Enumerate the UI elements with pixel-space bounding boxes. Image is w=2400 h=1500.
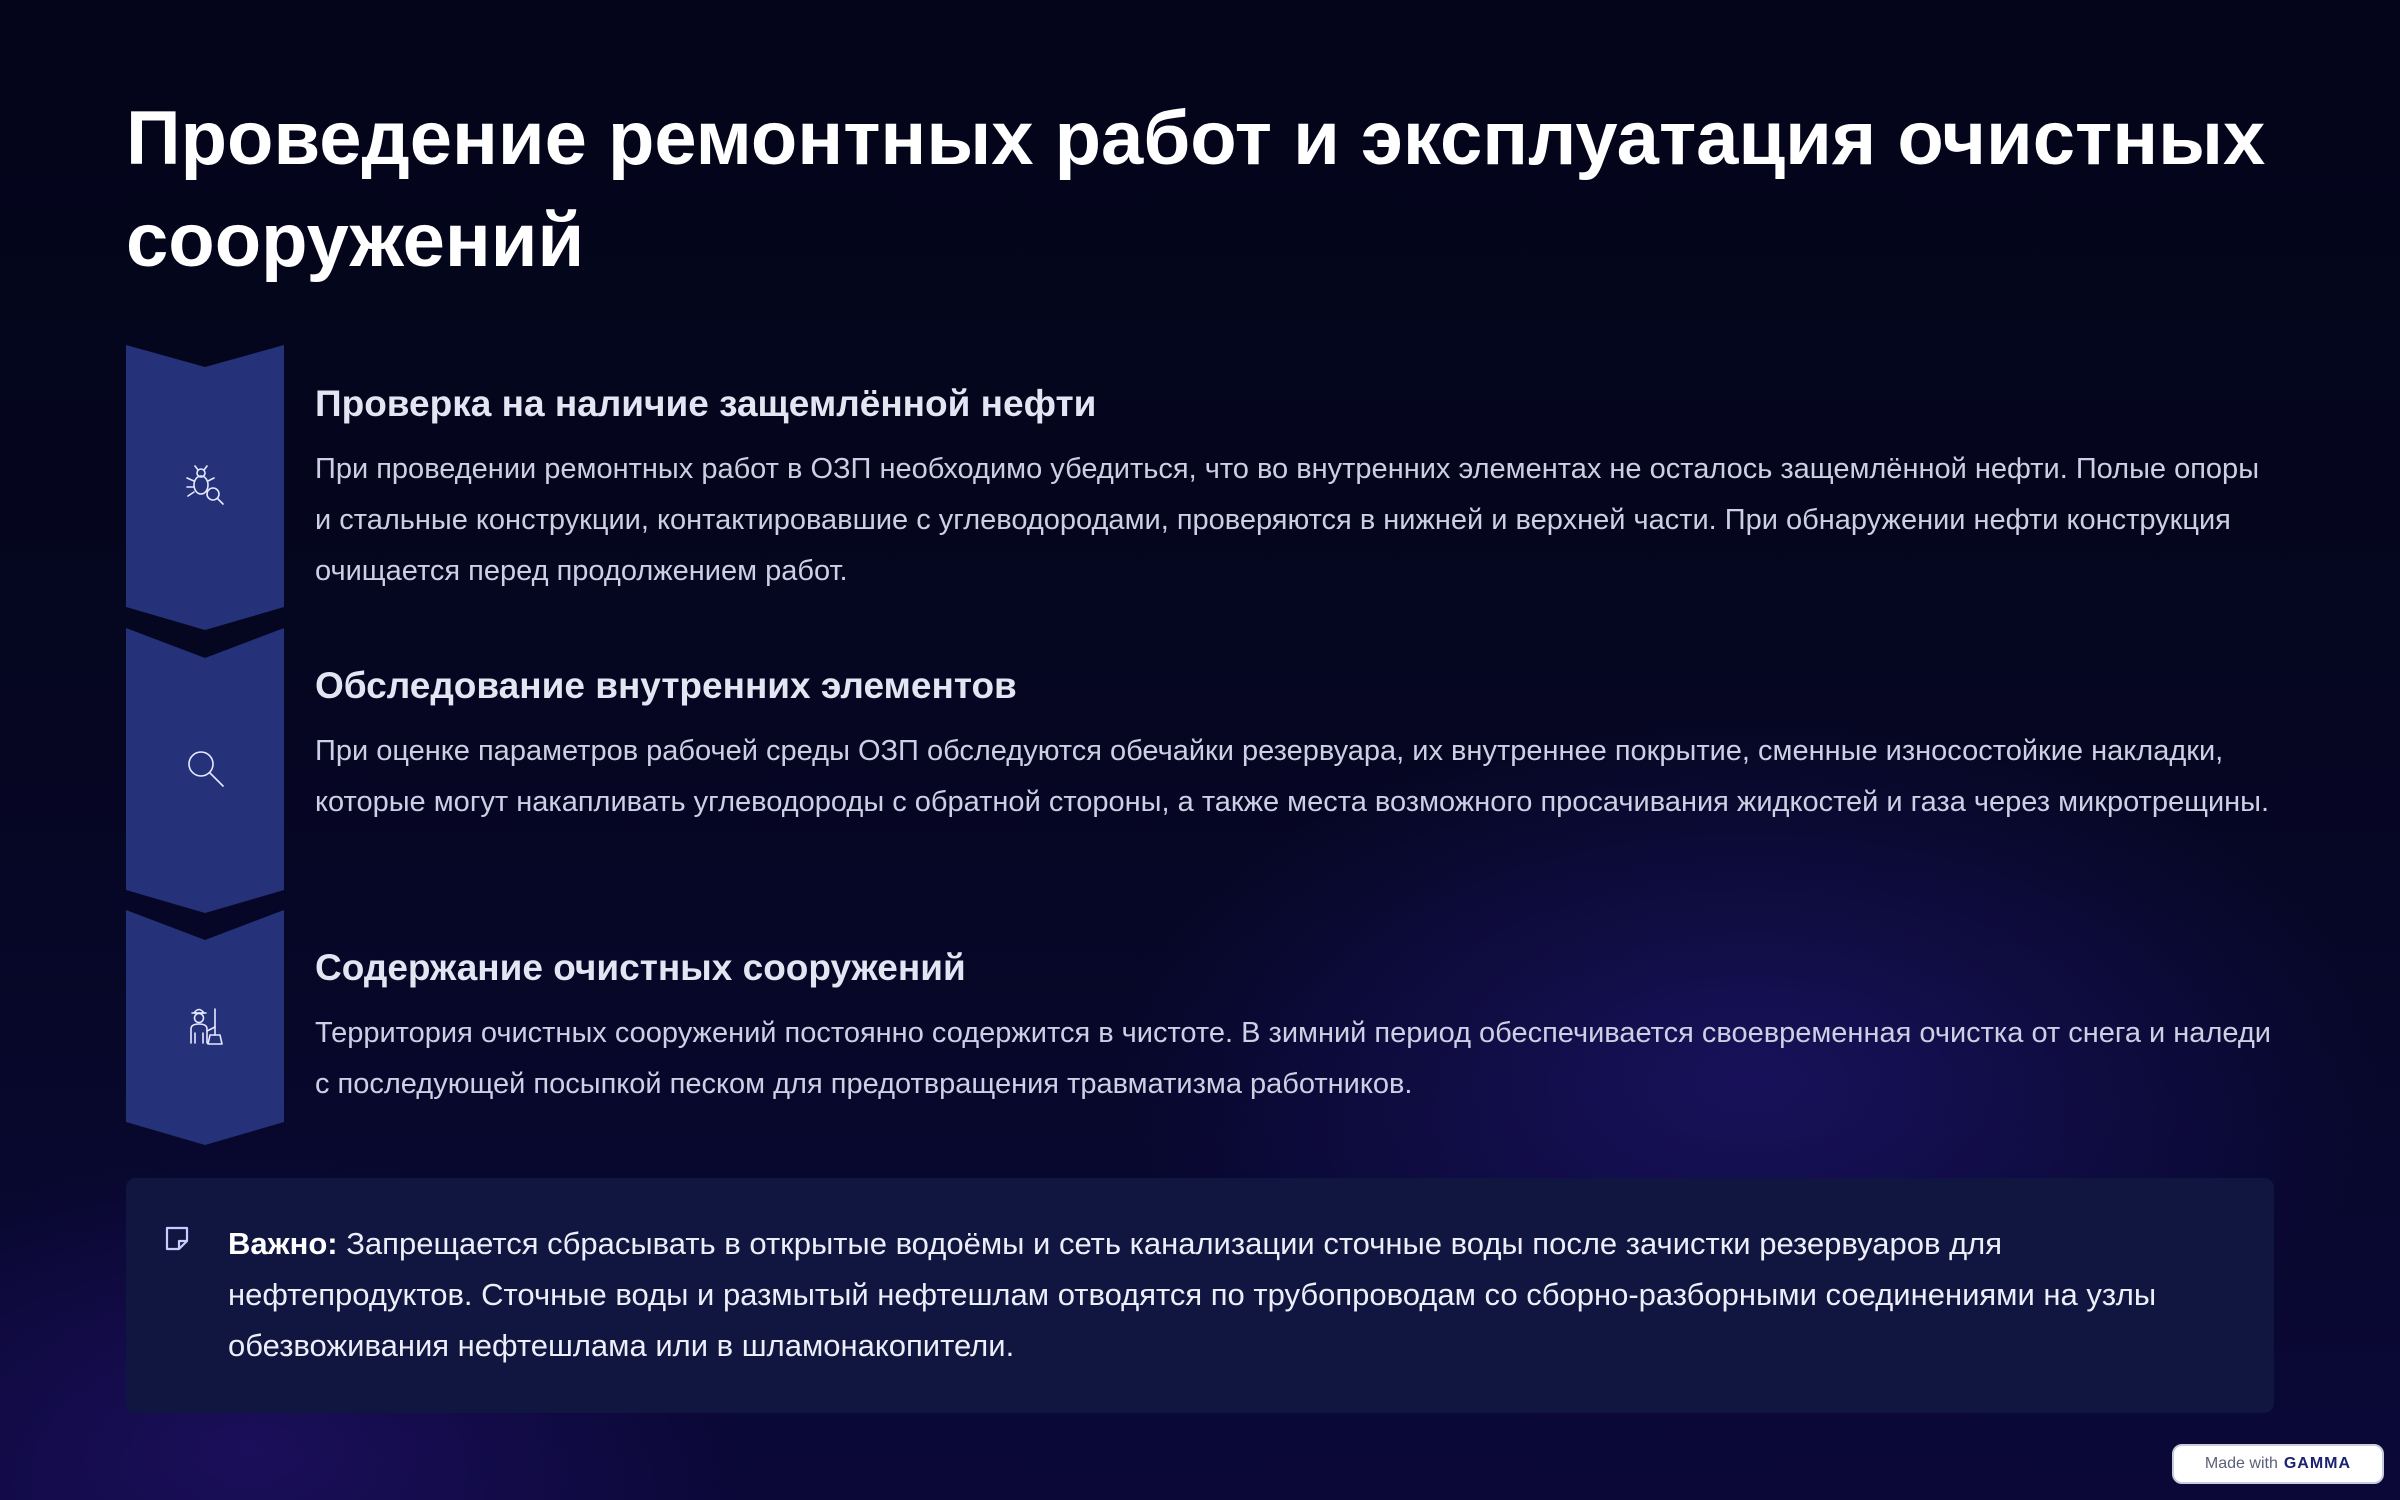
step-body: При оценке параметров рабочей среды ОЗП обследуются обечайки резервуара, их внутреннее покрытие, сменные износостойкие накладки, которые могут накапливать углеводороды с обратной стороны, а также места возможного просачивания жидкостей и газа через микротрещины. bbox=[315, 735, 2270, 818]
note-icon bbox=[162, 1224, 192, 1254]
step-item bbox=[126, 628, 2286, 913]
made-with-gamma-badge[interactable] bbox=[2172, 1444, 2384, 1484]
step-body: Территория очистных сооружений постоянно содержится в чистоте. В зимний период обеспечивается своевременная очистка от снега и наледи с последующей посыпкой песком для предотвращения травматизма работников. bbox=[315, 1017, 2271, 1100]
step-title: Проверка на наличие защемлённой нефти bbox=[315, 383, 1097, 424]
search-icon bbox=[179, 742, 231, 799]
step-item bbox=[126, 910, 2286, 1145]
gamma-logo: GAMMA bbox=[2283, 1455, 2352, 1472]
step-title: Обследование внутренних элементов bbox=[315, 665, 1017, 706]
step-chevron bbox=[126, 345, 284, 630]
step-chevron bbox=[126, 910, 284, 1145]
important-note bbox=[126, 1178, 2274, 1413]
step-title: Содержание очистных сооружений bbox=[315, 947, 966, 988]
page-title: Проведение ремонтных работ и эксплуатация очистных сооружений bbox=[126, 96, 2266, 283]
step-item bbox=[126, 345, 2286, 630]
note-body: Запрещается сбрасывать в открытые водоёмы и сеть канализации сточные воды после зачистки резервуаров для нефтепродуктов. Сточные воды и размытый нефтешлам отводятся по трубопроводам со сборно-разборными соединениями на узлы обезвоживания нефтешлама или в шламонакопители. bbox=[228, 1226, 2157, 1363]
step-body: При проведении ремонтных работ в ОЗП необходимо убедиться, что во внутренних элементах не осталось защемлённой нефти. Полые опоры и стальные конструкции, контактировавшие с углеводородами, проверяются в нижней и верхней части. При обнаружении нефти конструкция очищается перед продолжением работ. bbox=[315, 453, 2260, 587]
worker-icon bbox=[179, 999, 231, 1056]
badge-made-with: Made with bbox=[2204, 1455, 2278, 1472]
note-text bbox=[228, 1218, 2238, 1371]
bug-search-icon bbox=[179, 459, 231, 516]
step-chevron bbox=[126, 628, 284, 913]
note-label: Важно: bbox=[228, 1226, 338, 1261]
